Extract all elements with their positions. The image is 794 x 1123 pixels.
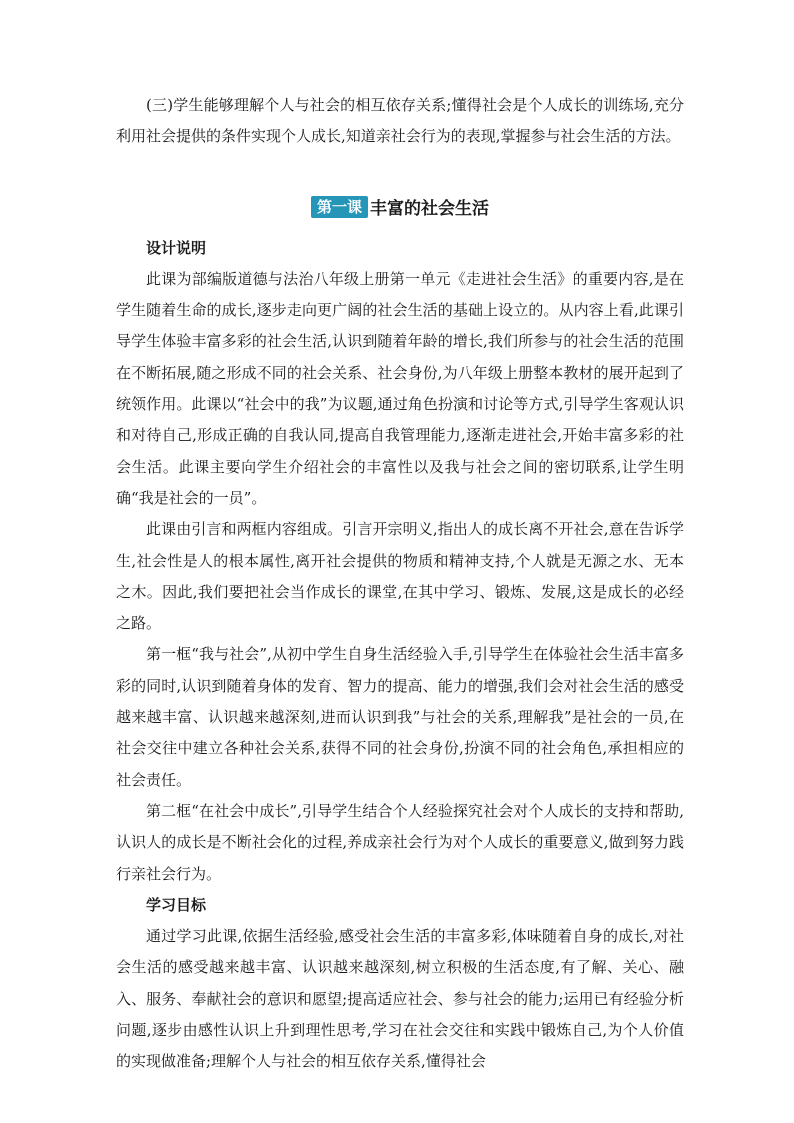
design-paragraph-3: 第一框“我与社会”,从初中学生自身生活经验入手,引导学生在体验社会生活丰富多彩的同时,认识到随着身体的发育、智力的提高、能力的增强,我们会对社会生活的感受越来越丰富、认识越来越深刻,进而认识到我”与社会的关系,理解我”是社会的一员,在社会交往中建立各种社会关系,获得不同的社会身份,扮演不同的社会角色,承担相应的社会责任。 xyxy=(116,645,684,789)
page-content xyxy=(116,90,684,1078)
lesson-badge: 第一课 xyxy=(311,196,368,218)
design-paragraph-2: 此课由引言和两框内容组成。引言开宗明义,指出人的成长离不开社会,意在告诉学生,社会性是人的根本属性,离开社会提供的物质和精神支持,个人就是无源之水、无本之木。因此,我们要把社会当作成长的课堂,在其中学习、锻炼、发展,这是成长的必经之路。 xyxy=(116,520,684,633)
design-heading: 设计说明 xyxy=(146,238,207,257)
intro-paragraph: (三)学生能够理解个人与社会的相互依存关系;懂得社会是个人成长的训练场,充分利用社会提供的条件实现个人成长,知道亲社会行为的表现,掌握参与社会生活的方法。 xyxy=(116,96,684,146)
design-paragraph-4: 第二框“在社会中成长”,引导学生结合个人经验探究社会对个人成长的支持和帮助,认识人的成长是不断社会化的过程,养成亲社会行为对个人成长的重要意义,做到努力践行亲社会行为。 xyxy=(116,801,684,883)
design-paragraph-1: 此课为部编版道德与法治八年级上册第一单元《走进社会生活》的重要内容,是在学生随着生命的成长,逐步走向更广阔的社会生活的基础上设立的。从内容上看,此课引导学生体验丰富多彩的社会生活,认识到随着年龄的增长,我们所参与的社会生活的范围在不断拓展,随之形成不同的社会关系、社会身份,为八年级上册整本教材的展开起到了统领作用。此课以“社会中的我”为议题,通过角色扮演和讨论等方式,引导学生客观认识和对待自己,形成正确的自我认同,提高自我管理能力,逐渐走进社会,开始丰富多彩的社会生活。此课主要向学生介绍社会的丰富性以及我与社会之间的密切联系,让学生明确“我是社会的一员”。 xyxy=(116,269,684,507)
lesson-title: 丰富的社会生活 xyxy=(370,199,489,220)
objectives-paragraph-1: 通过学习此课,依据生活经验,感受社会生活的丰富多彩,体味随着自身的成长,对社会生活的感受越来越丰富、认识越来越深刻,树立积极的生活态度,有了解、关心、融入、服务、奉献社会的意识和愿望;提高适应社会、参与社会的能力;运用已有经验分析问题,逐步由感性认识上升到理性思考,学习在社会交往和实践中锻炼自己,为个人价值的实现做准备;理解个人与社会的相互依存关系,懂得社会 xyxy=(116,927,684,1071)
objectives-heading: 学习目标 xyxy=(146,895,207,914)
lesson-heading xyxy=(116,187,684,227)
